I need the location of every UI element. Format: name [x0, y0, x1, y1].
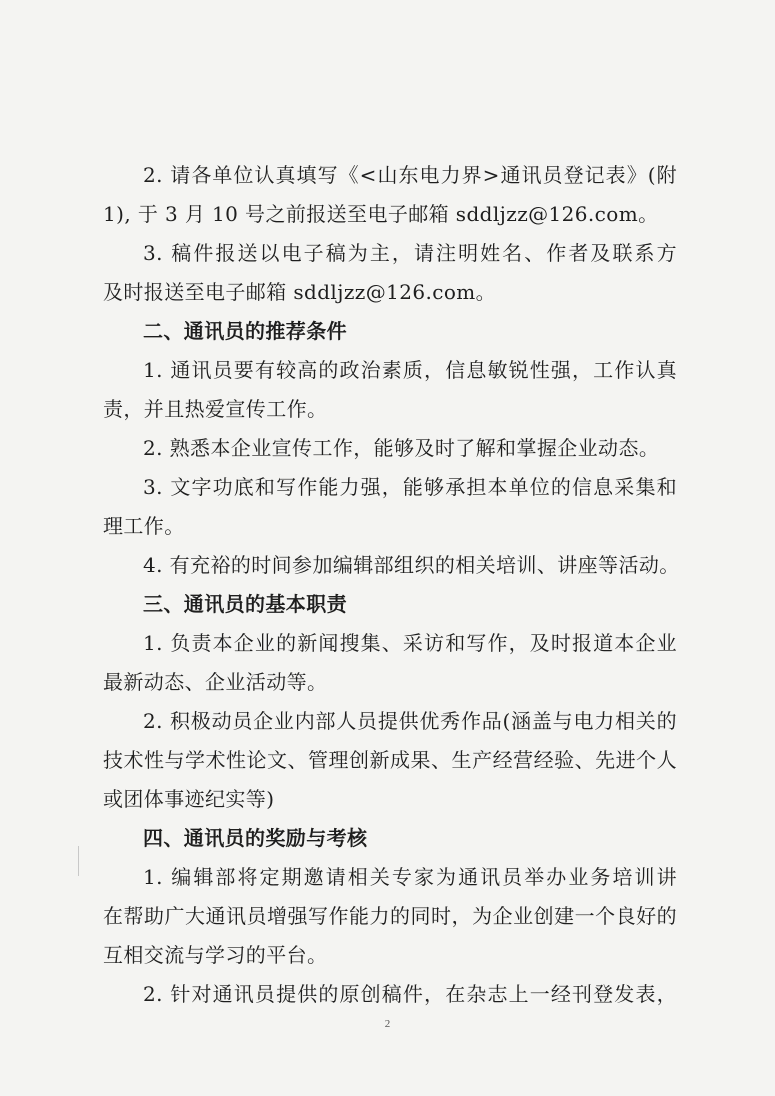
text-line: 技术性与学术性论文、管理创新成果、生产经营经验、先进个人	[103, 748, 677, 772]
text-line: 最新动态、企业活动等。	[103, 670, 328, 694]
text-line: 互相交流与学习的平台。	[103, 943, 328, 967]
section-heading: 三、通讯员的基本职责	[143, 592, 347, 616]
text-line: 及时报送至电子邮箱 sddljzz@126.com。	[103, 280, 497, 304]
text-line: 2. 针对通讯员提供的原创稿件，在杂志上一经刊登发表，	[143, 982, 677, 1006]
section-heading: 四、通讯员的奖励与考核	[143, 826, 368, 850]
text-line: 1. 通讯员要有较高的政治素质，信息敏锐性强，工作认真	[143, 358, 677, 382]
page-number: 2	[384, 1018, 391, 1030]
text-line: 3. 稿件报送以电子稿为主，请注明姓名、作者及联系方	[143, 241, 677, 265]
text-line: 2. 积极动员企业内部人员提供优秀作品(涵盖与电力相关的	[143, 709, 677, 733]
document-body	[103, 156, 680, 1014]
text-line: 或团体事迹纪实等)	[103, 787, 275, 811]
scan-artifact-line	[78, 846, 79, 876]
text-line: 4. 有充裕的时间参加编辑部组织的相关培训、讲座等活动。	[143, 553, 680, 577]
text-line: 1), 于 3 月 10 号之前报送至电子邮箱 sddljzz@126.com。	[103, 202, 659, 226]
text-line: 在帮助广大通讯员增强写作能力的同时，为企业创建一个良好的	[103, 904, 677, 928]
text-line: 2. 请各单位认真填写《<山东电力界>通讯员登记表》(附	[143, 163, 677, 187]
section-heading: 二、通讯员的推荐条件	[143, 319, 347, 343]
text-line: 1. 编辑部将定期邀请相关专家为通讯员举办业务培训讲	[143, 865, 677, 889]
text-line: 1. 负责本企业的新闻搜集、采访和写作，及时报道本企业	[143, 631, 677, 655]
text-line: 理工作。	[103, 514, 185, 538]
text-line: 责，并且热爱宣传工作。	[103, 397, 328, 421]
text-line: 3. 文字功底和写作能力强，能够承担本单位的信息采集和	[143, 475, 677, 499]
text-line: 2. 熟悉本企业宣传工作，能够及时了解和掌握企业动态。	[143, 436, 660, 460]
